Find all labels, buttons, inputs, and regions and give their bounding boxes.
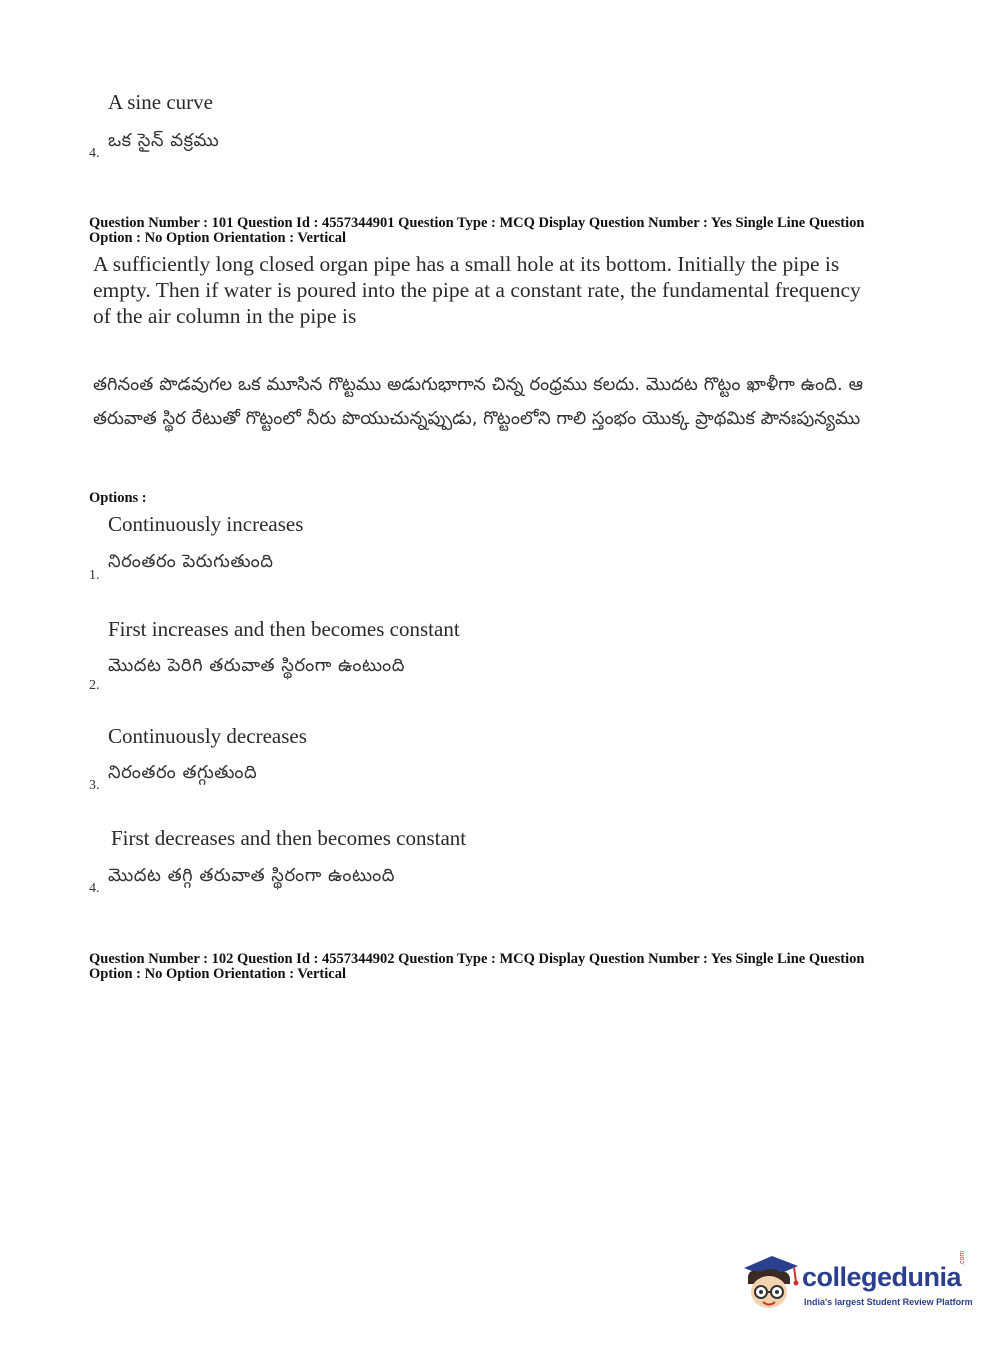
option-1-number: 1. [89,568,100,583]
option-2-number: 2. [89,678,100,693]
mascot-icon [740,1250,800,1312]
prev-option-4-number: 4. [89,146,100,161]
collegedunia-logo [740,1250,973,1320]
q101-english-text: A sufficiently long closed organ pipe has a small hole at its bottom. Initially the pipe is empty. Then if water is poured into the pipe at a constant rate, the fundamental frequency of the air column in the pipe is [93,252,861,328]
logo-tagline: India's largest Student Review Platform [804,1297,973,1307]
q102-meta-line2: Option : No Option Orientation : Vertical [89,966,346,982]
prev-option-4-telugu: ఒక సైన్ వక్రము [108,130,220,151]
q101-telugu-text: తగినంత పొడవుగల ఒక మూసిన గొట్టము అడుగుభాగాన చిన్న రంధ్రము కలదు. మొదట గొట్టం ఖాళీగా ఉంది. ఆ తరువాత స్థిర రేటుతో గొట్టంలో నీరు పొయుచున్నప్పుడు, గొట్టంలోని గాలి స్తంభం యొక్క ప్రాథమిక పౌనఃపున్యము [93,374,863,429]
option-1-english: Continuously increases [108,512,304,536]
option-2-telugu: మొదట పెరిగి తరువాత స్థిరంగా ఉంటుంది [108,655,405,676]
q101-meta-line2: Option : No Option Orientation : Vertical [89,230,346,246]
q102-meta-line1: Question Number : 102 Question Id : 4557344902 Question Type : MCQ Display Question Number : Yes Single Line Question [89,951,865,967]
option-3-english: Continuously decreases [108,724,307,748]
prev-option-4-english: A sine curve [108,90,213,114]
option-4-telugu: మొదట తగ్గి తరువాత స్థిరంగా ఉంటుంది [108,865,395,886]
logo-suffix: .com [959,1250,966,1266]
q101-meta-line1: Question Number : 101 Question Id : 4557344901 Question Type : MCQ Display Question Number : Yes Single Line Question [89,215,865,231]
option-3-number: 3. [89,778,100,793]
option-4-number: 4. [89,881,100,896]
option-3-telugu: నిరంతరం తగ్గుతుంది [108,762,258,783]
logo-wordmark: collegedunia [802,1262,962,1292]
options-label: Options : [89,490,147,506]
option-4-english: First decreases and then becomes constant [111,826,467,850]
option-1-telugu: నిరంతరం పెరుగుతుంది [108,551,274,572]
option-2-english: First increases and then becomes constant [108,617,460,641]
